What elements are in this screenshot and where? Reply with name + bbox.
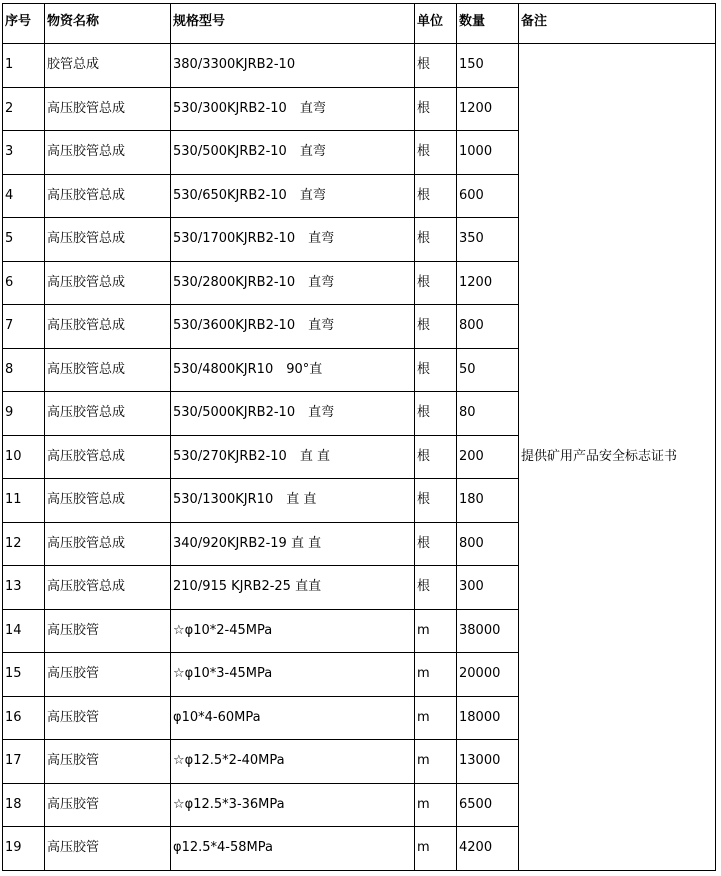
cell-qty: 600 bbox=[457, 174, 519, 218]
cell-no: 14 bbox=[3, 609, 45, 653]
cell-unit: m bbox=[415, 740, 457, 784]
cell-name: 高压胶管总成 bbox=[45, 479, 171, 523]
cell-name: 高压胶管总成 bbox=[45, 566, 171, 610]
cell-unit: m bbox=[415, 653, 457, 697]
cell-qty: 350 bbox=[457, 218, 519, 262]
cell-spec: φ12.5*4-58MPa bbox=[171, 827, 415, 871]
cell-name: 高压胶管总成 bbox=[45, 348, 171, 392]
cell-name: 高压胶管总成 bbox=[45, 174, 171, 218]
cell-unit: m bbox=[415, 609, 457, 653]
cell-qty: 180 bbox=[457, 479, 519, 523]
cell-name: 高压胶管总成 bbox=[45, 305, 171, 349]
cell-no: 6 bbox=[3, 261, 45, 305]
cell-spec: 530/270KJRB2-10 直 直 bbox=[171, 435, 415, 479]
cell-qty: 1200 bbox=[457, 87, 519, 131]
cell-spec: 530/1700KJRB2-10 直弯 bbox=[171, 218, 415, 262]
cell-qty: 200 bbox=[457, 435, 519, 479]
cell-unit: 根 bbox=[415, 261, 457, 305]
cell-name: 高压胶管 bbox=[45, 609, 171, 653]
cell-remark: 提供矿用产品安全标志证书 bbox=[519, 44, 716, 871]
cell-spec: φ10*4-60MPa bbox=[171, 696, 415, 740]
cell-qty: 1000 bbox=[457, 131, 519, 175]
cell-unit: 根 bbox=[415, 131, 457, 175]
header-unit: 单位 bbox=[415, 4, 457, 44]
header-name: 物资名称 bbox=[45, 4, 171, 44]
cell-spec: 530/2800KJRB2-10 直弯 bbox=[171, 261, 415, 305]
cell-spec: ☆φ10*2-45MPa bbox=[171, 609, 415, 653]
cell-no: 10 bbox=[3, 435, 45, 479]
cell-qty: 13000 bbox=[457, 740, 519, 784]
cell-no: 7 bbox=[3, 305, 45, 349]
cell-unit: 根 bbox=[415, 87, 457, 131]
cell-unit: 根 bbox=[415, 435, 457, 479]
cell-unit: 根 bbox=[415, 392, 457, 436]
cell-no: 8 bbox=[3, 348, 45, 392]
cell-name: 高压胶管总成 bbox=[45, 131, 171, 175]
header-spec: 规格型号 bbox=[171, 4, 415, 44]
cell-name: 高压胶管总成 bbox=[45, 261, 171, 305]
table-header-row bbox=[3, 4, 716, 44]
cell-no: 12 bbox=[3, 522, 45, 566]
cell-name: 高压胶管总成 bbox=[45, 435, 171, 479]
header-no: 序号 bbox=[3, 4, 45, 44]
cell-spec: ☆φ12.5*3-36MPa bbox=[171, 783, 415, 827]
materials-table bbox=[2, 3, 716, 871]
cell-unit: 根 bbox=[415, 566, 457, 610]
cell-qty: 150 bbox=[457, 44, 519, 88]
cell-spec: ☆φ10*3-45MPa bbox=[171, 653, 415, 697]
cell-no: 13 bbox=[3, 566, 45, 610]
cell-name: 高压胶管总成 bbox=[45, 522, 171, 566]
cell-name: 高压胶管 bbox=[45, 696, 171, 740]
cell-name: 高压胶管 bbox=[45, 783, 171, 827]
cell-unit: m bbox=[415, 783, 457, 827]
cell-spec: 530/1300KJR10 直 直 bbox=[171, 479, 415, 523]
cell-no: 4 bbox=[3, 174, 45, 218]
table-body bbox=[3, 44, 716, 871]
cell-qty: 800 bbox=[457, 522, 519, 566]
cell-no: 11 bbox=[3, 479, 45, 523]
cell-qty: 80 bbox=[457, 392, 519, 436]
cell-name: 高压胶管总成 bbox=[45, 87, 171, 131]
cell-qty: 38000 bbox=[457, 609, 519, 653]
cell-qty: 800 bbox=[457, 305, 519, 349]
cell-no: 9 bbox=[3, 392, 45, 436]
table-row bbox=[3, 44, 716, 88]
cell-qty: 1200 bbox=[457, 261, 519, 305]
cell-spec: 210/915 KJRB2-25 直直 bbox=[171, 566, 415, 610]
cell-spec: 530/4800KJR10 90°直 bbox=[171, 348, 415, 392]
cell-name: 高压胶管 bbox=[45, 827, 171, 871]
cell-name: 胶管总成 bbox=[45, 44, 171, 88]
cell-no: 19 bbox=[3, 827, 45, 871]
cell-qty: 300 bbox=[457, 566, 519, 610]
cell-name: 高压胶管 bbox=[45, 653, 171, 697]
cell-unit: 根 bbox=[415, 305, 457, 349]
header-remark: 备注 bbox=[519, 4, 716, 44]
cell-name: 高压胶管 bbox=[45, 740, 171, 784]
cell-spec: 530/5000KJRB2-10 直弯 bbox=[171, 392, 415, 436]
cell-spec: ☆φ12.5*2-40MPa bbox=[171, 740, 415, 784]
cell-unit: m bbox=[415, 696, 457, 740]
cell-unit: 根 bbox=[415, 522, 457, 566]
cell-unit: m bbox=[415, 827, 457, 871]
cell-no: 16 bbox=[3, 696, 45, 740]
cell-unit: 根 bbox=[415, 348, 457, 392]
cell-no: 2 bbox=[3, 87, 45, 131]
cell-no: 5 bbox=[3, 218, 45, 262]
cell-name: 高压胶管总成 bbox=[45, 392, 171, 436]
cell-unit: 根 bbox=[415, 174, 457, 218]
cell-spec: 380/3300KJRB2-10 bbox=[171, 44, 415, 88]
cell-unit: 根 bbox=[415, 44, 457, 88]
cell-no: 18 bbox=[3, 783, 45, 827]
cell-unit: 根 bbox=[415, 218, 457, 262]
cell-unit: 根 bbox=[415, 479, 457, 523]
cell-no: 17 bbox=[3, 740, 45, 784]
cell-spec: 530/300KJRB2-10 直弯 bbox=[171, 87, 415, 131]
cell-spec: 530/650KJRB2-10 直弯 bbox=[171, 174, 415, 218]
cell-qty: 18000 bbox=[457, 696, 519, 740]
cell-spec: 340/920KJRB2-19 直 直 bbox=[171, 522, 415, 566]
cell-qty: 50 bbox=[457, 348, 519, 392]
cell-qty: 20000 bbox=[457, 653, 519, 697]
cell-no: 15 bbox=[3, 653, 45, 697]
cell-name: 高压胶管总成 bbox=[45, 218, 171, 262]
header-qty: 数量 bbox=[457, 4, 519, 44]
cell-qty: 4200 bbox=[457, 827, 519, 871]
cell-no: 3 bbox=[3, 131, 45, 175]
cell-spec: 530/500KJRB2-10 直弯 bbox=[171, 131, 415, 175]
cell-qty: 6500 bbox=[457, 783, 519, 827]
cell-spec: 530/3600KJRB2-10 直弯 bbox=[171, 305, 415, 349]
cell-no: 1 bbox=[3, 44, 45, 88]
